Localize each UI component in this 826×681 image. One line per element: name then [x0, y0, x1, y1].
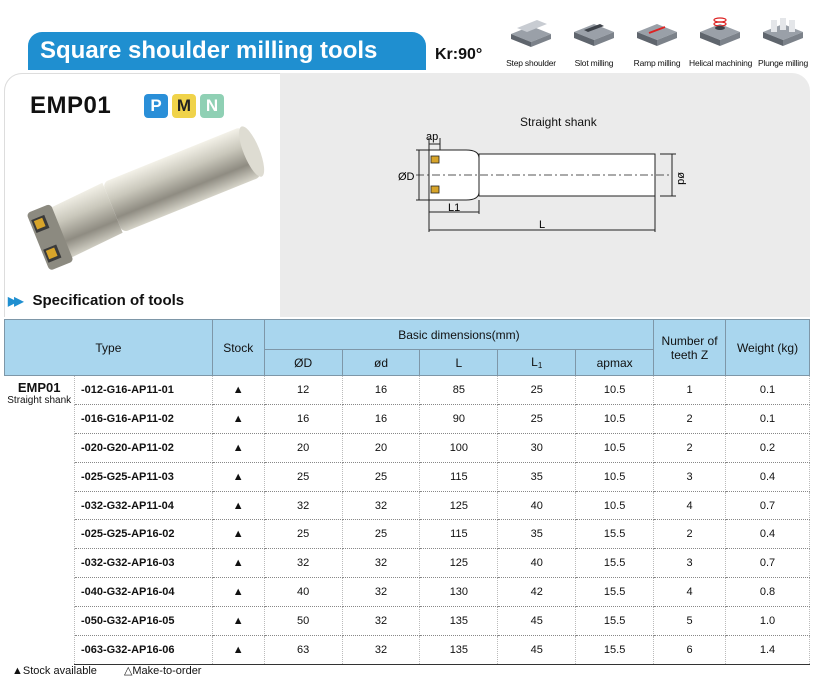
- cell-stock: ▲: [212, 520, 264, 549]
- table-row: [5, 636, 810, 665]
- header-apmax: apmax: [576, 350, 654, 376]
- cell-D: 16: [264, 404, 342, 433]
- table-row: [5, 491, 810, 520]
- cell-z: 4: [654, 578, 726, 607]
- cell-w: 0.2: [726, 433, 810, 462]
- cell-L1: 25: [498, 376, 576, 405]
- shank-diagram: [396, 120, 696, 240]
- operation-label: Ramp milling: [633, 58, 681, 68]
- legend-make-to-order: △Make-to-order: [123, 665, 202, 677]
- operation-label: Helical machining: [689, 58, 753, 68]
- cell-ap: 15.5: [576, 578, 654, 607]
- grade-badge-n: N: [200, 94, 224, 118]
- cell-type: -040-G32-AP16-04: [74, 578, 212, 607]
- cell-z: 2: [654, 404, 726, 433]
- table-row: [5, 578, 810, 607]
- cell-d: 32: [342, 549, 420, 578]
- cell-type: -025-G25-AP16-02: [74, 520, 212, 549]
- cell-type: -032-G32-AP16-03: [74, 549, 212, 578]
- cell-ap: 15.5: [576, 607, 654, 636]
- tool-photo: [20, 120, 270, 280]
- cell-w: 0.1: [726, 404, 810, 433]
- cell-ap: 15.5: [576, 520, 654, 549]
- cell-w: 0.8: [726, 578, 810, 607]
- operation-plunge-milling: [752, 14, 814, 68]
- cell-d: 25: [342, 462, 420, 491]
- cell-ap: 10.5: [576, 462, 654, 491]
- spec-table: [4, 319, 810, 665]
- cell-z: 6: [654, 636, 726, 665]
- cell-ap: 15.5: [576, 549, 654, 578]
- cell-L: 115: [420, 520, 498, 549]
- cell-z: 3: [654, 462, 726, 491]
- cell-stock: ▲: [212, 636, 264, 665]
- cell-w: 0.7: [726, 491, 810, 520]
- cell-stock: ▲: [212, 462, 264, 491]
- table-row: [5, 404, 810, 433]
- table-row: [5, 520, 810, 549]
- cell-D: 20: [264, 433, 342, 462]
- cell-type: -012-G16-AP11-01: [74, 376, 212, 405]
- ramp-milling-icon: [633, 14, 681, 48]
- operation-helical-machining: [689, 14, 751, 68]
- spec-heading: [8, 292, 184, 309]
- header-weight: Weight (kg): [726, 320, 810, 376]
- cell-D: 25: [264, 462, 342, 491]
- cell-d: 25: [342, 520, 420, 549]
- cell-D: 12: [264, 376, 342, 405]
- cell-L: 85: [420, 376, 498, 405]
- cell-L1: 42: [498, 578, 576, 607]
- d-label: ød: [675, 172, 687, 185]
- cell-type: -016-G16-AP11-02: [74, 404, 212, 433]
- cell-L: 100: [420, 433, 498, 462]
- cell-z: 2: [654, 433, 726, 462]
- header-d: ød: [342, 350, 420, 376]
- cell-type: -050-G32-AP16-05: [74, 607, 212, 636]
- operation-label: Slot milling: [574, 58, 614, 68]
- plunge-milling-icon: [759, 14, 807, 48]
- series-subtitle: Straight shank: [7, 395, 72, 406]
- table-row: [5, 607, 810, 636]
- cell-w: 0.4: [726, 462, 810, 491]
- cell-w: 1.4: [726, 636, 810, 665]
- series-name: EMP01: [17, 380, 61, 395]
- operation-slot-milling: [563, 14, 625, 68]
- cell-w: 0.1: [726, 376, 810, 405]
- cell-L: 135: [420, 636, 498, 665]
- header-teeth: Number of teeth Z: [654, 320, 726, 376]
- cell-D: 32: [264, 491, 342, 520]
- cell-L1: 35: [498, 462, 576, 491]
- spec-heading-text: Specification of tools: [32, 292, 185, 309]
- cell-type: -032-G32-AP11-04: [74, 491, 212, 520]
- cell-d: 16: [342, 404, 420, 433]
- ap-label: ap: [426, 131, 439, 143]
- cell-L1: 40: [498, 549, 576, 578]
- cell-L: 135: [420, 607, 498, 636]
- operation-ramp-milling: [626, 14, 688, 68]
- cell-L1: 45: [498, 607, 576, 636]
- cell-stock: ▲: [212, 549, 264, 578]
- cell-d: 16: [342, 376, 420, 405]
- cell-L1: 35: [498, 520, 576, 549]
- cell-L1: 45: [498, 636, 576, 665]
- header-type: Type: [5, 320, 213, 376]
- cell-L1: 30: [498, 433, 576, 462]
- cell-D: 25: [264, 520, 342, 549]
- operation-label: Plunge milling: [757, 58, 809, 68]
- cell-stock: ▲: [212, 491, 264, 520]
- cell-stock: ▲: [212, 578, 264, 607]
- table-row: [5, 462, 810, 491]
- product-name: EMP01: [30, 92, 112, 119]
- cell-D: 50: [264, 607, 342, 636]
- cell-d: 32: [342, 607, 420, 636]
- cell-ap: 10.5: [576, 433, 654, 462]
- cell-ap: 10.5: [576, 376, 654, 405]
- header-od: ØD: [264, 350, 342, 376]
- grade-badge-m: M: [172, 94, 196, 118]
- cell-D: 40: [264, 578, 342, 607]
- cell-type: -063-G32-AP16-06: [74, 636, 212, 665]
- cell-z: 1: [654, 376, 726, 405]
- cell-d: 20: [342, 433, 420, 462]
- cell-stock: ▲: [212, 607, 264, 636]
- cell-d: 32: [342, 636, 420, 665]
- cell-L: 125: [420, 549, 498, 578]
- cell-stock: ▲: [212, 404, 264, 433]
- cell-L: 125: [420, 491, 498, 520]
- cell-w: 1.0: [726, 607, 810, 636]
- legend: [12, 664, 225, 677]
- helical-machining-icon: [696, 14, 744, 48]
- grade-badge-p: P: [144, 94, 168, 118]
- l-label: L: [539, 219, 546, 231]
- diagram-title: Straight shank: [520, 115, 597, 129]
- table-row: [5, 549, 810, 578]
- header-l: L: [420, 350, 498, 376]
- cell-d: 32: [342, 578, 420, 607]
- od-label: ØD: [398, 171, 415, 183]
- header-basic-dimensions: Basic dimensions(mm): [264, 320, 653, 350]
- header-l1: L1: [498, 350, 576, 376]
- slot-milling-icon: [570, 14, 618, 48]
- cell-type: -025-G25-AP11-03: [74, 462, 212, 491]
- cell-z: 3: [654, 549, 726, 578]
- cell-ap: 10.5: [576, 491, 654, 520]
- cell-z: 4: [654, 491, 726, 520]
- kr-angle-label: Kr:90°: [435, 46, 483, 63]
- legend-stock-available: ▲Stock available: [12, 665, 97, 677]
- cell-stock: ▲: [212, 433, 264, 462]
- series-cell: [5, 376, 75, 665]
- cell-z: 2: [654, 520, 726, 549]
- operation-step-shoulder: [500, 14, 562, 68]
- cell-L: 115: [420, 462, 498, 491]
- operation-label: Step shoulder: [506, 58, 556, 68]
- cell-w: 0.7: [726, 549, 810, 578]
- cell-type: -020-G20-AP11-02: [74, 433, 212, 462]
- step-shoulder-icon: [507, 14, 555, 48]
- table-row: [5, 376, 810, 405]
- cell-ap: 10.5: [576, 404, 654, 433]
- cell-L1: 40: [498, 491, 576, 520]
- cell-w: 0.4: [726, 520, 810, 549]
- cell-L1: 25: [498, 404, 576, 433]
- cell-ap: 15.5: [576, 636, 654, 665]
- cell-L: 130: [420, 578, 498, 607]
- header-stock: Stock: [212, 320, 264, 376]
- cell-z: 5: [654, 607, 726, 636]
- double-arrow-icon: ▶▶: [8, 294, 21, 308]
- l1-label: L1: [448, 202, 461, 214]
- section-title: Square shoulder milling tools: [28, 32, 426, 70]
- table-row: [5, 433, 810, 462]
- cell-D: 63: [264, 636, 342, 665]
- cell-L: 90: [420, 404, 498, 433]
- cell-D: 32: [264, 549, 342, 578]
- cell-stock: ▲: [212, 376, 264, 405]
- cell-d: 32: [342, 491, 420, 520]
